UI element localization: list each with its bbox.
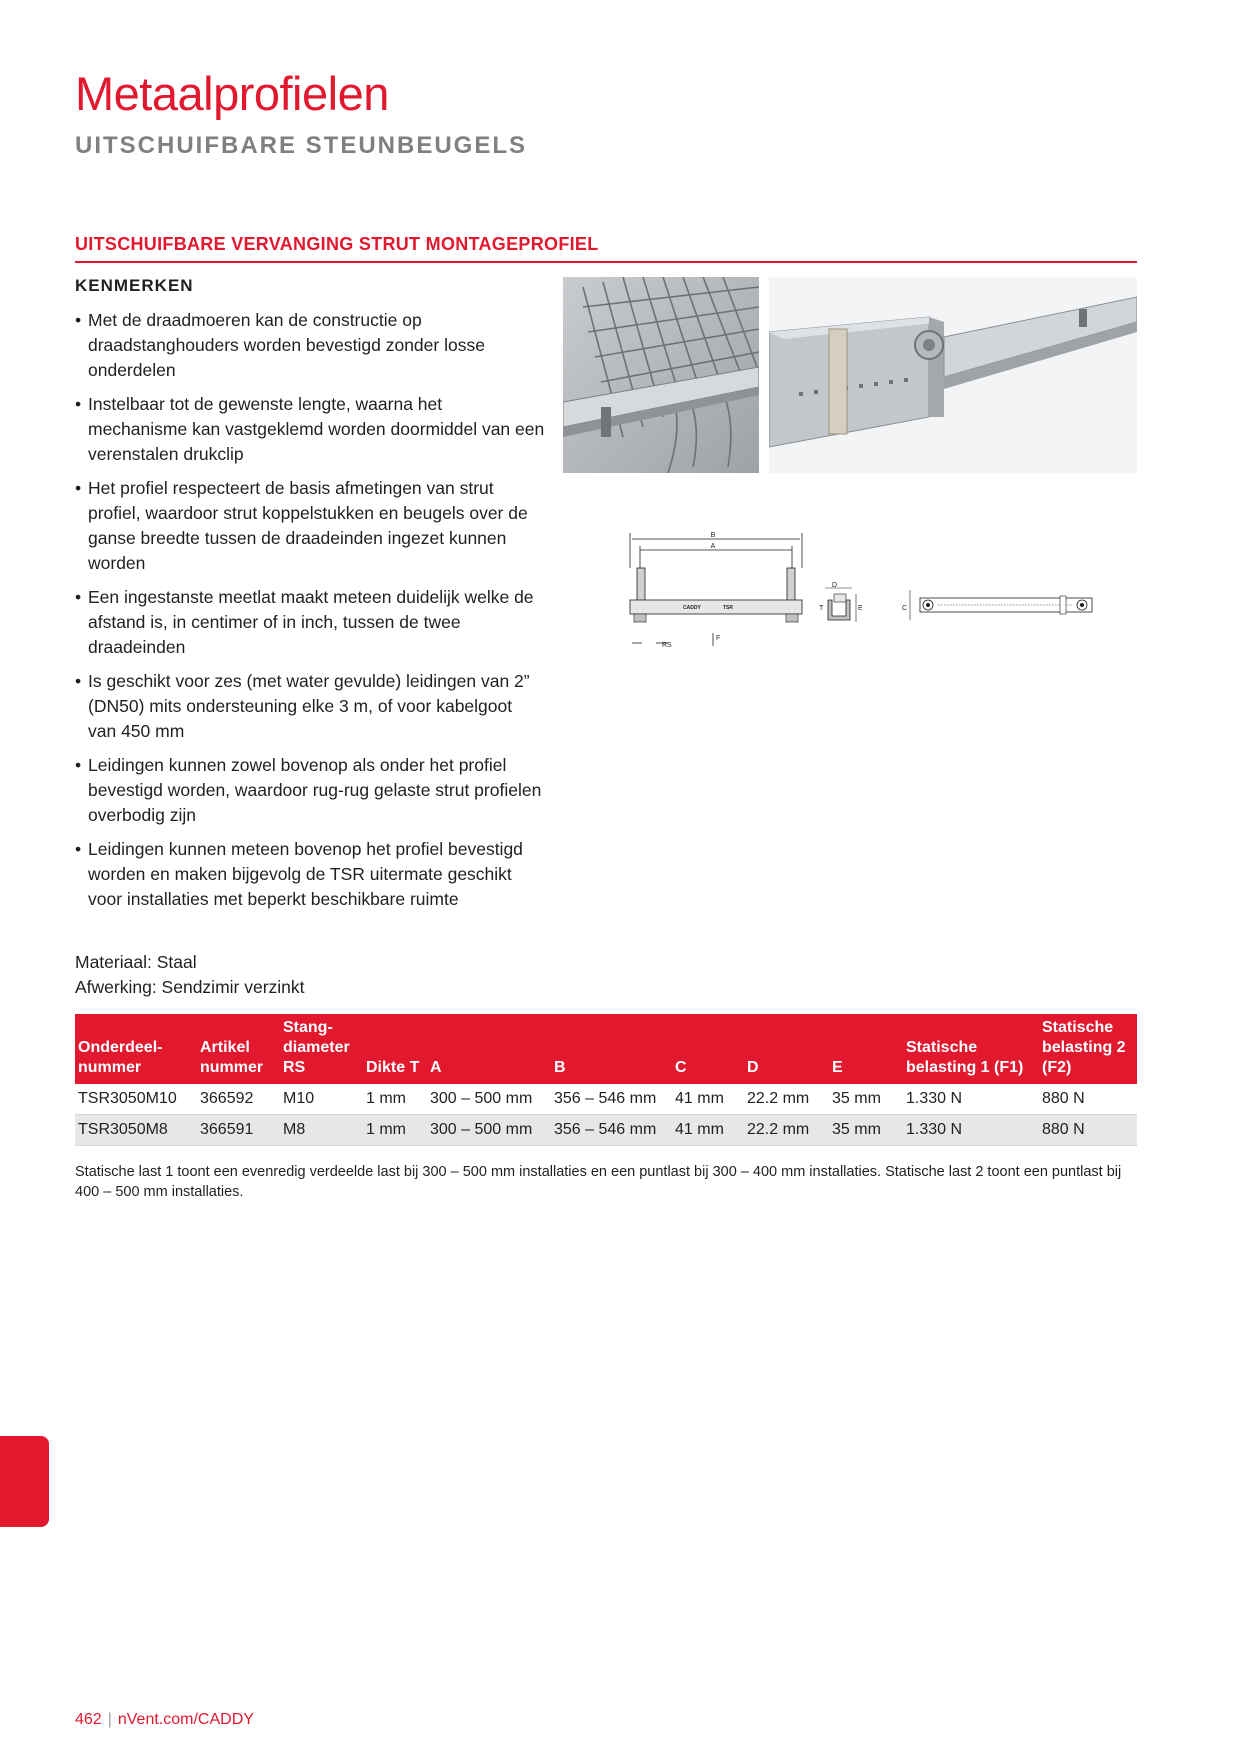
col-c: C bbox=[672, 1014, 744, 1084]
cell-static-load-1: 1.330 N bbox=[903, 1084, 1039, 1115]
cross-section-view bbox=[819, 582, 863, 622]
drawing-model-mark: TSR bbox=[723, 605, 733, 611]
cell-c: 41 mm bbox=[672, 1084, 744, 1115]
sliding-profile-illustration bbox=[769, 277, 1137, 473]
cell-b: 356 – 546 mm bbox=[551, 1084, 672, 1115]
dim-label-b: B bbox=[710, 532, 716, 539]
col-article-number: Artikel nummer bbox=[197, 1014, 280, 1084]
cell-article-number: 366592 bbox=[197, 1084, 280, 1115]
cell-static-load-1: 1.330 N bbox=[903, 1115, 1039, 1146]
page-subtitle: UITSCHUIFBARE STEUNBEUGELS bbox=[75, 132, 528, 159]
dim-label-t: T bbox=[819, 605, 824, 612]
cell-rod-diameter: M8 bbox=[280, 1115, 363, 1146]
col-thickness: Dikte T bbox=[363, 1014, 427, 1084]
col-b: B bbox=[551, 1014, 672, 1084]
feature-item: • Leidingen kunnen zowel bovenop als onder het profiel bevestigd worden, waardoor rug-rug gelaste strut profielen overbodig zijn bbox=[75, 753, 545, 828]
cell-e: 35 mm bbox=[829, 1084, 903, 1115]
product-photo-sliding-profile bbox=[769, 277, 1137, 473]
cell-rod-diameter: M10 bbox=[280, 1084, 363, 1115]
dim-label-c: C bbox=[902, 605, 908, 612]
dim-label-rs: RS bbox=[662, 642, 672, 649]
table-header-row bbox=[75, 1014, 1137, 1084]
cell-a: 300 – 500 mm bbox=[427, 1084, 551, 1115]
finish-spec: Afwerking: Sendzimir verzinkt bbox=[75, 977, 305, 997]
cell-part-number: TSR3050M8 bbox=[75, 1115, 197, 1146]
feature-item: • Het profiel respecteert de basis afmetingen van strut profiel, waardoor strut koppelstukken en beugels over de ganse breedte tussen de draadeinden ingezet kunnen worden bbox=[75, 476, 545, 576]
feature-item: • Een ingestanste meetlat maakt meteen duidelijk welke de afstand is, in centimer of in inch, tussen de twee draadeinden bbox=[75, 585, 545, 660]
cell-article-number: 366591 bbox=[197, 1115, 280, 1146]
product-photo-cable-tray bbox=[563, 277, 759, 473]
dim-label-e: E bbox=[858, 605, 863, 612]
col-static-load-1: Statische belasting 1 (F1) bbox=[903, 1014, 1039, 1084]
dim-label-d: D bbox=[832, 582, 838, 589]
page-footer bbox=[75, 1711, 254, 1729]
drawing-brand-mark: CADDY bbox=[683, 605, 701, 611]
col-part-number: Onderdeel- nummer bbox=[75, 1014, 197, 1084]
cell-e: 35 mm bbox=[829, 1115, 903, 1146]
col-e: E bbox=[829, 1014, 903, 1084]
cell-static-load-2: 880 N bbox=[1039, 1115, 1137, 1146]
cell-thickness: 1 mm bbox=[363, 1115, 427, 1146]
features-list bbox=[75, 308, 545, 921]
feature-item: • Met de draadmoeren kan de constructie op draadstanghouders worden bevestigd zonder losse onderdelen bbox=[75, 308, 545, 383]
cell-a: 300 – 500 mm bbox=[427, 1115, 551, 1146]
col-rod-diameter: Stang- diameter RS bbox=[280, 1014, 363, 1084]
dim-label-a: A bbox=[710, 543, 716, 550]
cell-b: 356 – 546 mm bbox=[551, 1115, 672, 1146]
page-number: 462 bbox=[75, 1711, 102, 1728]
feature-item: • Leidingen kunnen meteen bovenop het profiel bevestigd worden en maken bijgevolg de TSR uitermate geschikt voor installaties met beperkt beschikbare ruimte bbox=[75, 837, 545, 912]
spec-table bbox=[75, 1014, 1137, 1146]
page-title: Metaalprofielen bbox=[75, 67, 389, 120]
cell-d: 22.2 mm bbox=[744, 1115, 829, 1146]
col-a: A bbox=[427, 1014, 551, 1084]
cell-d: 22.2 mm bbox=[744, 1084, 829, 1115]
col-static-load-2: Statische belasting 2 (F2) bbox=[1039, 1014, 1137, 1084]
material-spec: Materiaal: Staal bbox=[75, 952, 197, 972]
dimension-drawing bbox=[620, 528, 1100, 653]
table-row bbox=[75, 1084, 1137, 1115]
col-d: D bbox=[744, 1014, 829, 1084]
cell-c: 41 mm bbox=[672, 1115, 744, 1146]
chapter-side-tab bbox=[0, 1436, 49, 1527]
cable-tray-illustration bbox=[563, 277, 759, 473]
cell-part-number: TSR3050M10 bbox=[75, 1084, 197, 1115]
cell-thickness: 1 mm bbox=[363, 1084, 427, 1115]
table-footnote: Statische last 1 toont een evenredig verdeelde last bij 300 – 500 mm installaties en een puntlast bij 300 – 400 mm installaties. Statische last 2 toont een puntlast bij 400 – 500 mm installaties. bbox=[75, 1164, 1122, 1200]
features-heading: KENMERKEN bbox=[75, 276, 194, 295]
feature-item: • Instelbaar tot de gewenste lengte, waarna het mechanisme kan vastgeklemd worden doormiddel van een verenstalen drukclip bbox=[75, 392, 545, 467]
footer-website-link[interactable]: nVent.com/CADDY bbox=[117, 1711, 254, 1728]
top-view bbox=[902, 590, 1092, 620]
dim-label-f: F bbox=[716, 635, 721, 642]
footer-separator: | bbox=[107, 1711, 112, 1728]
table-row bbox=[75, 1115, 1137, 1146]
cell-static-load-2: 880 N bbox=[1039, 1084, 1137, 1115]
feature-item: • Is geschikt voor zes (met water gevulde) leidingen van 2” (DN50) mits ondersteuning elke 3 m, of voor kabelgoot van 450 mm bbox=[75, 669, 545, 744]
section-title: UITSCHUIFBARE VERVANGING STRUT MONTAGEPROFIEL bbox=[75, 234, 1137, 263]
